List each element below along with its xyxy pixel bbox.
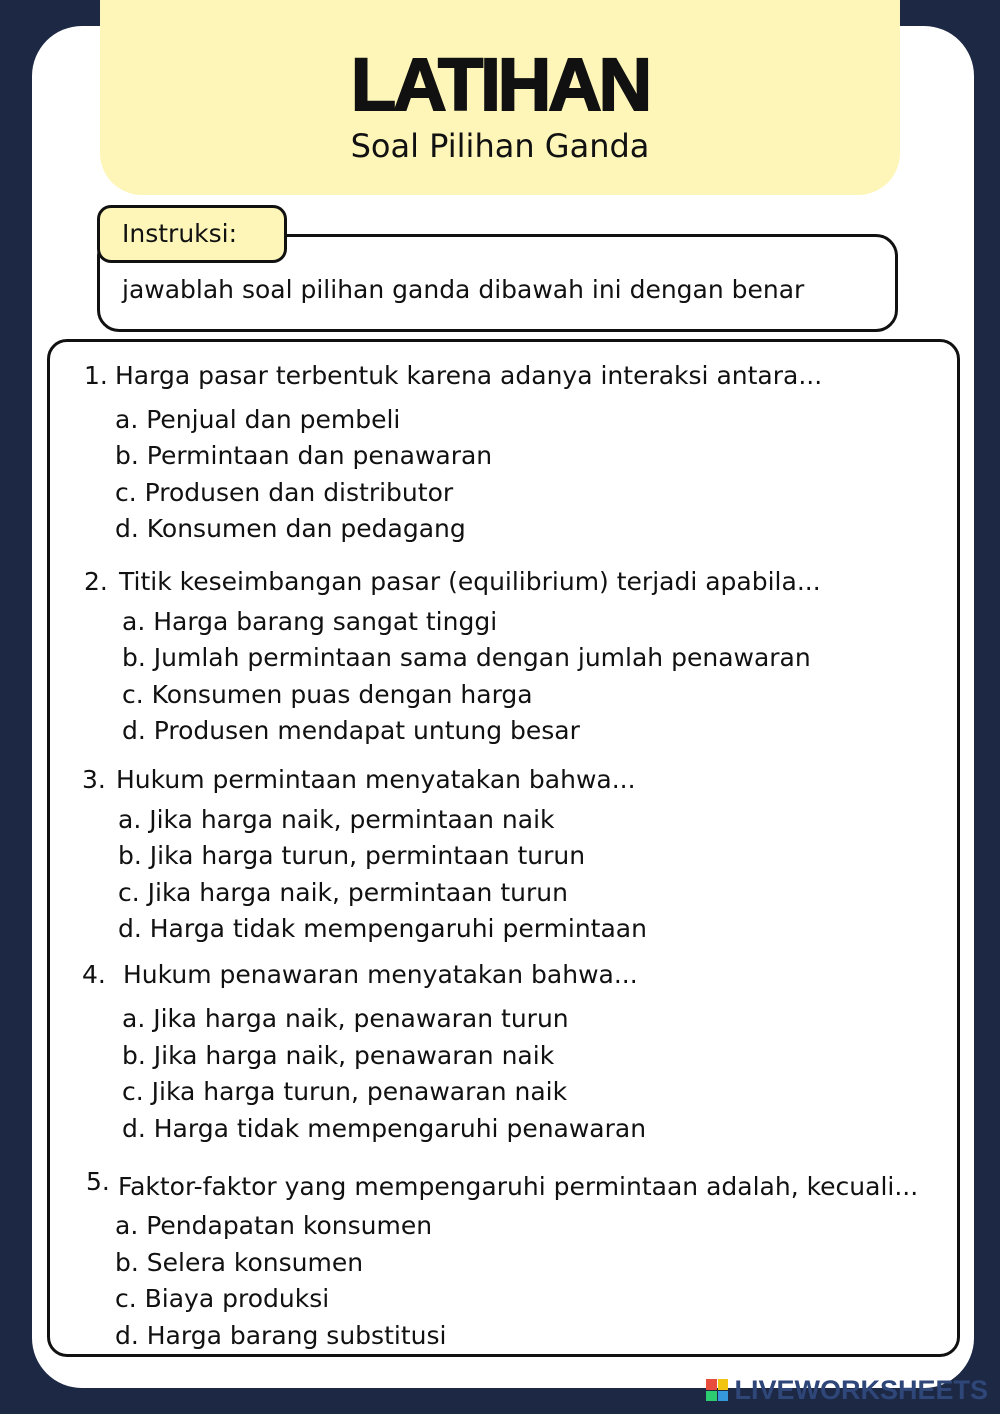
answer-option[interactable]: c. Jika harga naik, permintaan turun [118, 878, 568, 907]
answer-option[interactable]: c. Jika harga turun, penawaran naik [122, 1077, 568, 1106]
instructions-text: jawablah soal pilihan ganda dibawah ini dengan benar [122, 275, 805, 304]
answer-option[interactable]: b. Jika harga naik, penawaran naik [122, 1041, 555, 1070]
question-text: Harga pasar terbentuk karena adanya interaksi antara... [115, 361, 823, 390]
instructions-label: Instruksi: [122, 219, 238, 248]
answer-option[interactable]: d. Produsen mendapat untung besar [122, 716, 580, 745]
liveworksheets-watermark [706, 1373, 988, 1407]
answer-option[interactable]: b. Selera konsumen [115, 1248, 364, 1277]
logo-square [718, 1379, 729, 1390]
answer-option[interactable]: d. Harga barang substitusi [115, 1321, 447, 1350]
instructions-tab [97, 205, 287, 263]
answer-option[interactable]: b. Jika harga turun, permintaan turun [118, 841, 586, 870]
logo-square [706, 1391, 717, 1402]
answer-option[interactable]: d. Harga tidak mempengaruhi penawaran [122, 1114, 647, 1143]
question-number: 4. [82, 960, 106, 989]
answer-option[interactable]: c. Konsumen puas dengan harga [122, 680, 533, 709]
answer-option[interactable]: a. Jika harga naik, penawaran turun [122, 1004, 569, 1033]
question-number: 5. [86, 1167, 110, 1196]
question-text: Faktor-faktor yang mempengaruhi permintaan adalah, kecuali... [118, 1172, 919, 1201]
logo-square [706, 1379, 717, 1390]
answer-option[interactable]: a. Penjual dan pembeli [115, 405, 401, 434]
answer-option[interactable]: a. Harga barang sangat tinggi [122, 607, 498, 636]
answer-option[interactable]: d. Konsumen dan pedagang [115, 514, 466, 543]
answer-option[interactable]: a. Jika harga naik, permintaan naik [118, 805, 555, 834]
answer-option[interactable]: b. Jumlah permintaan sama dengan jumlah penawaran [122, 643, 811, 672]
question-number: 1. [84, 361, 108, 390]
answer-option[interactable]: b. Permintaan dan penawaran [115, 441, 493, 470]
answer-option[interactable]: c. Biaya produksi [115, 1284, 330, 1313]
question-number: 2. [84, 567, 108, 596]
question-text: Hukum penawaran menyatakan bahwa... [123, 960, 638, 989]
liveworksheets-logo-icon [706, 1379, 728, 1401]
answer-option[interactable]: a. Pendapatan konsumen [115, 1211, 433, 1240]
answer-option[interactable]: c. Produsen dan distributor [115, 478, 454, 507]
logo-square [718, 1391, 729, 1402]
header-banner [100, 0, 900, 195]
question-text: Hukum permintaan menyatakan bahwa... [116, 765, 636, 794]
answer-option[interactable]: d. Harga tidak mempengaruhi permintaan [118, 914, 647, 943]
question-number: 3. [82, 765, 106, 794]
question-text: Titik keseimbangan pasar (equilibrium) terjadi apabila... [119, 567, 821, 596]
page-subtitle: Soal Pilihan Ganda [350, 127, 650, 165]
watermark-text: LIVEWORKSHEETS [734, 1374, 988, 1405]
page-title: LATIHAN [350, 43, 650, 126]
